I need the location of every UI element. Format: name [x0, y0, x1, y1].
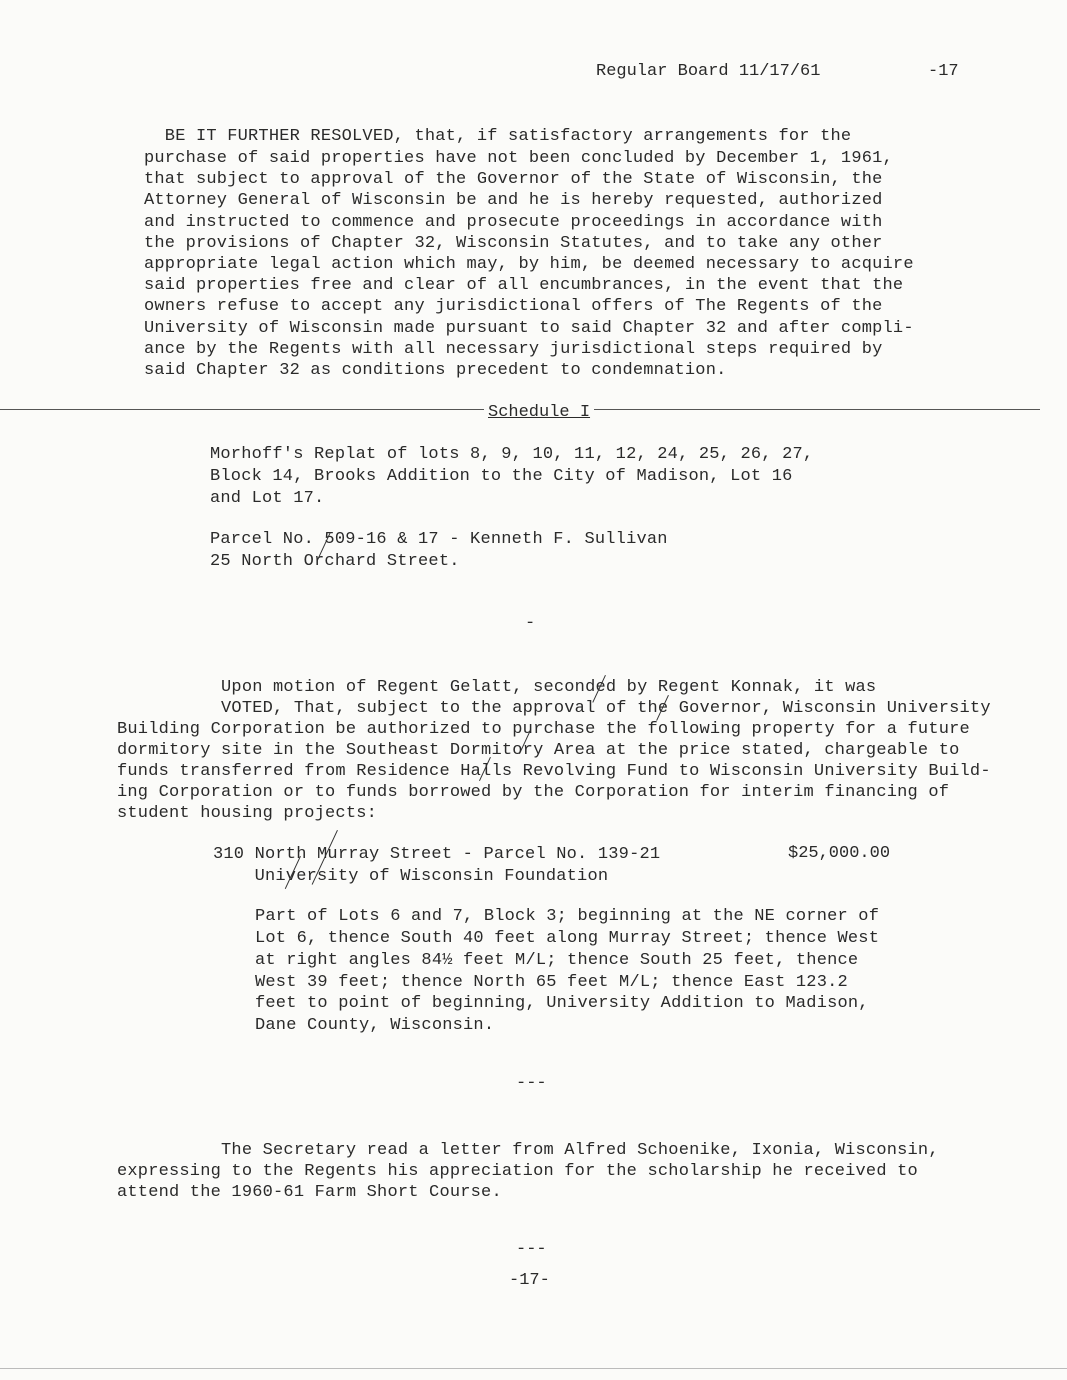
- header-page-number: -17: [928, 62, 959, 81]
- motion-line: Building Corporation be authorized to purchase the following property for a future: [117, 720, 970, 739]
- resolution-line: owners refuse to accept any jurisdictional offers of The Regents of the: [144, 297, 883, 316]
- resolution-line: the provisions of Chapter 32, Wisconsin Statutes, and to take any other: [144, 234, 883, 253]
- property-price: $25,000.00: [788, 844, 891, 863]
- motion-line: VOTED, That, subject to the approval of the Governor, Wisconsin University: [117, 699, 991, 718]
- schedule-title: Schedule I: [484, 403, 594, 422]
- resolution-line: appropriate legal action which may, by him, be deemed necessary to acquire: [144, 255, 914, 274]
- description-line: feet to point of beginning, University Addition to Madison,: [255, 994, 869, 1013]
- resolution-line: said properties free and clear of all encumbrances, in the event that the: [144, 276, 904, 295]
- separator-dash: ---: [516, 1074, 547, 1093]
- separator-dash: -: [525, 614, 536, 633]
- resolution-line: purchase of said properties have not been concluded by December 1, 1961,: [144, 149, 893, 168]
- resolution-line: Attorney General of Wisconsin be and he is hereby requested, authorized: [144, 191, 883, 210]
- description-line: Part of Lots 6 and 7, Block 3; beginning at the NE corner of: [255, 907, 880, 926]
- property-owner: University of Wisconsin Foundation: [213, 867, 609, 886]
- letter-line: The Secretary read a letter from Alfred Schoenike, Ixonia, Wisconsin,: [117, 1141, 939, 1160]
- resolution-line: that subject to approval of the Governor of the State of Wisconsin, the: [144, 170, 883, 189]
- schedule-line: and Lot 17.: [210, 489, 325, 508]
- separator-dash: ---: [516, 1240, 547, 1259]
- letter-line: attend the 1960-61 Farm Short Course.: [117, 1183, 502, 1202]
- schedule-line: Morhoff's Replat of lots 8, 9, 10, 11, 12, 24, 25, 26, 27,: [210, 445, 814, 464]
- footer-page-number: -17-: [509, 1271, 550, 1290]
- header-title: Regular Board 11/17/61: [596, 62, 821, 81]
- letter-line: expressing to the Regents his appreciation for the scholarship he received to: [117, 1162, 918, 1181]
- motion-line: Upon motion of Regent Gelatt, seconded by Regent Konnak, it was: [117, 678, 877, 697]
- resolution-line: ance by the Regents with all necessary jurisdictional steps required by: [144, 340, 883, 359]
- description-line: Dane County, Wisconsin.: [255, 1016, 495, 1035]
- resolution-line: BE IT FURTHER RESOLVED, that, if satisfactory arrangements for the: [144, 127, 852, 146]
- resolution-line: said Chapter 32 as conditions precedent to condemnation.: [144, 361, 727, 380]
- parcel-line: 25 North Orchard Street.: [210, 552, 460, 571]
- page-edge: [0, 1368, 1067, 1369]
- property-address: 310 North Murray Street - Parcel No. 139-21: [213, 845, 661, 864]
- description-line: at right angles 84½ feet M/L; thence South 25 feet, thence: [255, 951, 859, 970]
- resolution-line: University of Wisconsin made pursuant to said Chapter 32 and after compli-: [144, 319, 914, 338]
- parcel-line: Parcel No. 509-16 & 17 - Kenneth F. Sullivan: [210, 530, 668, 549]
- motion-line: ing Corporation or to funds borrowed by the Corporation for interim financing of: [117, 783, 950, 802]
- resolution-line: and instructed to commence and prosecute proceedings in accordance with: [144, 213, 883, 232]
- motion-line: student housing projects:: [117, 804, 378, 823]
- schedule-line: Block 14, Brooks Addition to the City of Madison, Lot 16: [210, 467, 793, 486]
- motion-line: dormitory site in the Southeast Dormitory Area at the price stated, chargeable to: [117, 741, 960, 760]
- motion-line: funds transferred from Residence Halls Revolving Fund to Wisconsin University Build-: [117, 762, 991, 781]
- description-line: West 39 feet; thence North 65 feet M/L; thence East 123.2: [255, 973, 848, 992]
- description-line: Lot 6, thence South 40 feet along Murray Street; thence West: [255, 929, 880, 948]
